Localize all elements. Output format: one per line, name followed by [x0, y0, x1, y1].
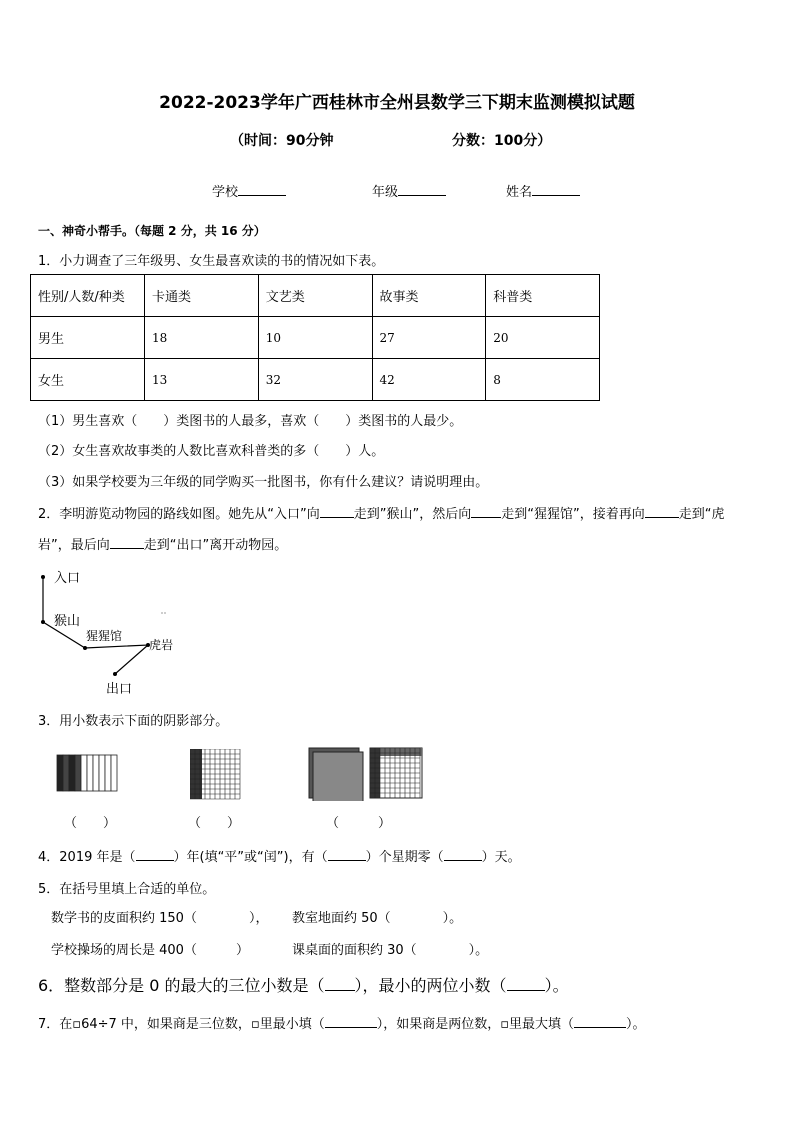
figure-strip: [111, 755, 117, 791]
question-1-part-3: （3）如果学校要为三年级的同学购买一批图书，你有什么建议？请说明理由。: [38, 475, 489, 490]
figure-strip: [57, 755, 63, 791]
table-cell: 8: [486, 359, 600, 401]
answer-blank[interactable]: [328, 848, 366, 861]
table-header-cell: 性别/人数/种类: [31, 275, 145, 317]
map-label-tiger-rock: 虎岩: [149, 638, 174, 652]
answer-blank[interactable]: [136, 848, 174, 861]
grade-blank[interactable]: [398, 183, 446, 196]
table-cell: 32: [258, 359, 372, 401]
table-cell: 10: [258, 317, 372, 359]
question-5-b1: 学校操场的周长是 400（ ）: [51, 943, 249, 958]
table-header-row: [31, 275, 600, 317]
table-row: [31, 359, 600, 401]
section-heading: 一、神奇小帮手。（每题 2 分，共 16 分）: [38, 224, 266, 238]
question-2-line-1: [38, 503, 724, 522]
q6-text: ）。: [544, 976, 569, 995]
table-row: [31, 317, 600, 359]
q4-text: ）年(填“平”或“闰”)，有（: [173, 850, 328, 865]
grade-field[interactable]: [372, 181, 446, 200]
figure-strip: [69, 755, 75, 791]
figure-strip: [99, 755, 105, 791]
figure-strip: [75, 755, 81, 791]
grade-label: 年级: [372, 185, 399, 200]
q4-text: ）天。: [481, 850, 521, 865]
table-cell: 42: [372, 359, 486, 401]
q2-text: 走到“猩猩馆”，接着再向: [501, 507, 645, 522]
time-label: （时间：90分钟: [230, 133, 334, 149]
answer-blank[interactable]: [507, 975, 545, 991]
question-1-part-1: （1）男生喜欢（ ）类图书的人最多，喜欢（ ）类图书的人最少。: [38, 414, 463, 429]
table-cell: 27: [372, 317, 486, 359]
answer-blank[interactable]: [325, 1015, 377, 1028]
question-1-part-2: （2）女生喜欢故事类的人数比喜欢科普类的多（ ）人。: [38, 444, 385, 459]
answer-blank[interactable]: [110, 536, 144, 549]
table-header-cell: 故事类: [372, 275, 486, 317]
answer-blank[interactable]: [574, 1015, 626, 1028]
q7-text: ）。: [626, 1017, 646, 1032]
row-label: 男生: [31, 317, 145, 359]
school-label: 学校: [212, 185, 239, 200]
school-blank[interactable]: [238, 183, 286, 196]
q2-text: 走到“虎: [678, 507, 725, 522]
question-5-a2: 教室地面约 50（ ）。: [292, 911, 463, 926]
figure-strip: [81, 755, 87, 791]
figure-strip: [87, 755, 93, 791]
map-label-exit: 出口: [106, 682, 133, 697]
figure-strip: [63, 755, 69, 791]
answer-blank-1[interactable]: （ ）: [64, 816, 117, 831]
q6-text: ），最小的两位小数（: [354, 976, 507, 995]
q2-text: 2．李明游览动物园的路线如图。她先从“入口”向: [38, 507, 320, 522]
table-header-cell: 卡通类: [145, 275, 259, 317]
question-7: [38, 1013, 646, 1032]
score-label: 分数：100分）: [452, 133, 552, 149]
question-6: [38, 973, 569, 996]
answer-blank[interactable]: [320, 505, 354, 518]
q2-text: 岩”，最后向: [38, 538, 110, 553]
q7-text: ），如果商是两位数，▫里最大填（: [376, 1017, 575, 1032]
figure-strip: [93, 755, 99, 791]
table-cell: 13: [145, 359, 259, 401]
q4-text: ）个星期零（: [365, 850, 444, 865]
name-field[interactable]: [506, 181, 580, 200]
table-cell: 18: [145, 317, 259, 359]
question-5-stem: 5．在括号里填上合适的单位。: [38, 882, 216, 897]
q7-text: 7．在▫64÷7 中，如果商是三位数，▫里最小填（: [38, 1017, 325, 1032]
question-4: [38, 846, 521, 865]
row-label: 女生: [31, 359, 145, 401]
question-1-stem: 1．小力调查了三年级男、女生最喜欢读的书的情况如下表。: [38, 254, 385, 269]
answer-blank[interactable]: [325, 975, 355, 991]
map-label-entrance: 入口: [54, 571, 81, 586]
answer-blank[interactable]: [444, 848, 482, 861]
name-blank[interactable]: [532, 183, 580, 196]
q4-text: 4．2019 年是（: [38, 850, 136, 865]
q6-text: 6．整数部分是 0 的最大的三位小数是（: [38, 976, 325, 995]
map-label-gorilla-house: 猩猩馆: [86, 629, 123, 643]
q2-text: 走到“出口”离开动物园。: [143, 538, 288, 553]
figure-strips: [56, 754, 120, 792]
answer-blank-2[interactable]: （ ）: [188, 816, 241, 831]
table-header-cell: 科普类: [486, 275, 600, 317]
table-cell: 20: [486, 317, 600, 359]
school-field[interactable]: [212, 181, 286, 200]
answer-blank[interactable]: [471, 505, 501, 518]
question-2-line-2: [38, 534, 287, 553]
question-5-a1: 数学书的皮面积约 150（ ），: [51, 911, 269, 926]
answer-blank-3[interactable]: （ ）: [326, 816, 392, 831]
question-3-stem: 3．用小数表示下面的阴影部分。: [38, 714, 229, 729]
answer-blank[interactable]: [645, 505, 679, 518]
map-label-monkey-hill: 猴山: [54, 614, 81, 629]
figure-strip: [105, 755, 111, 791]
page-title: 2022-2023学年广西桂林市全州县数学三下期末监测模拟试题: [159, 93, 635, 113]
q2-text: 走到”猴山”，然后向: [353, 507, 472, 522]
figure-squares: [308, 747, 424, 801]
reading-survey-table: [30, 274, 600, 401]
name-label: 姓名: [506, 185, 533, 200]
table-header-cell: 文艺类: [258, 275, 372, 317]
figure-grid: [190, 749, 242, 801]
question-5-b2: 课桌面的面积约 30（ ）。: [292, 943, 489, 958]
